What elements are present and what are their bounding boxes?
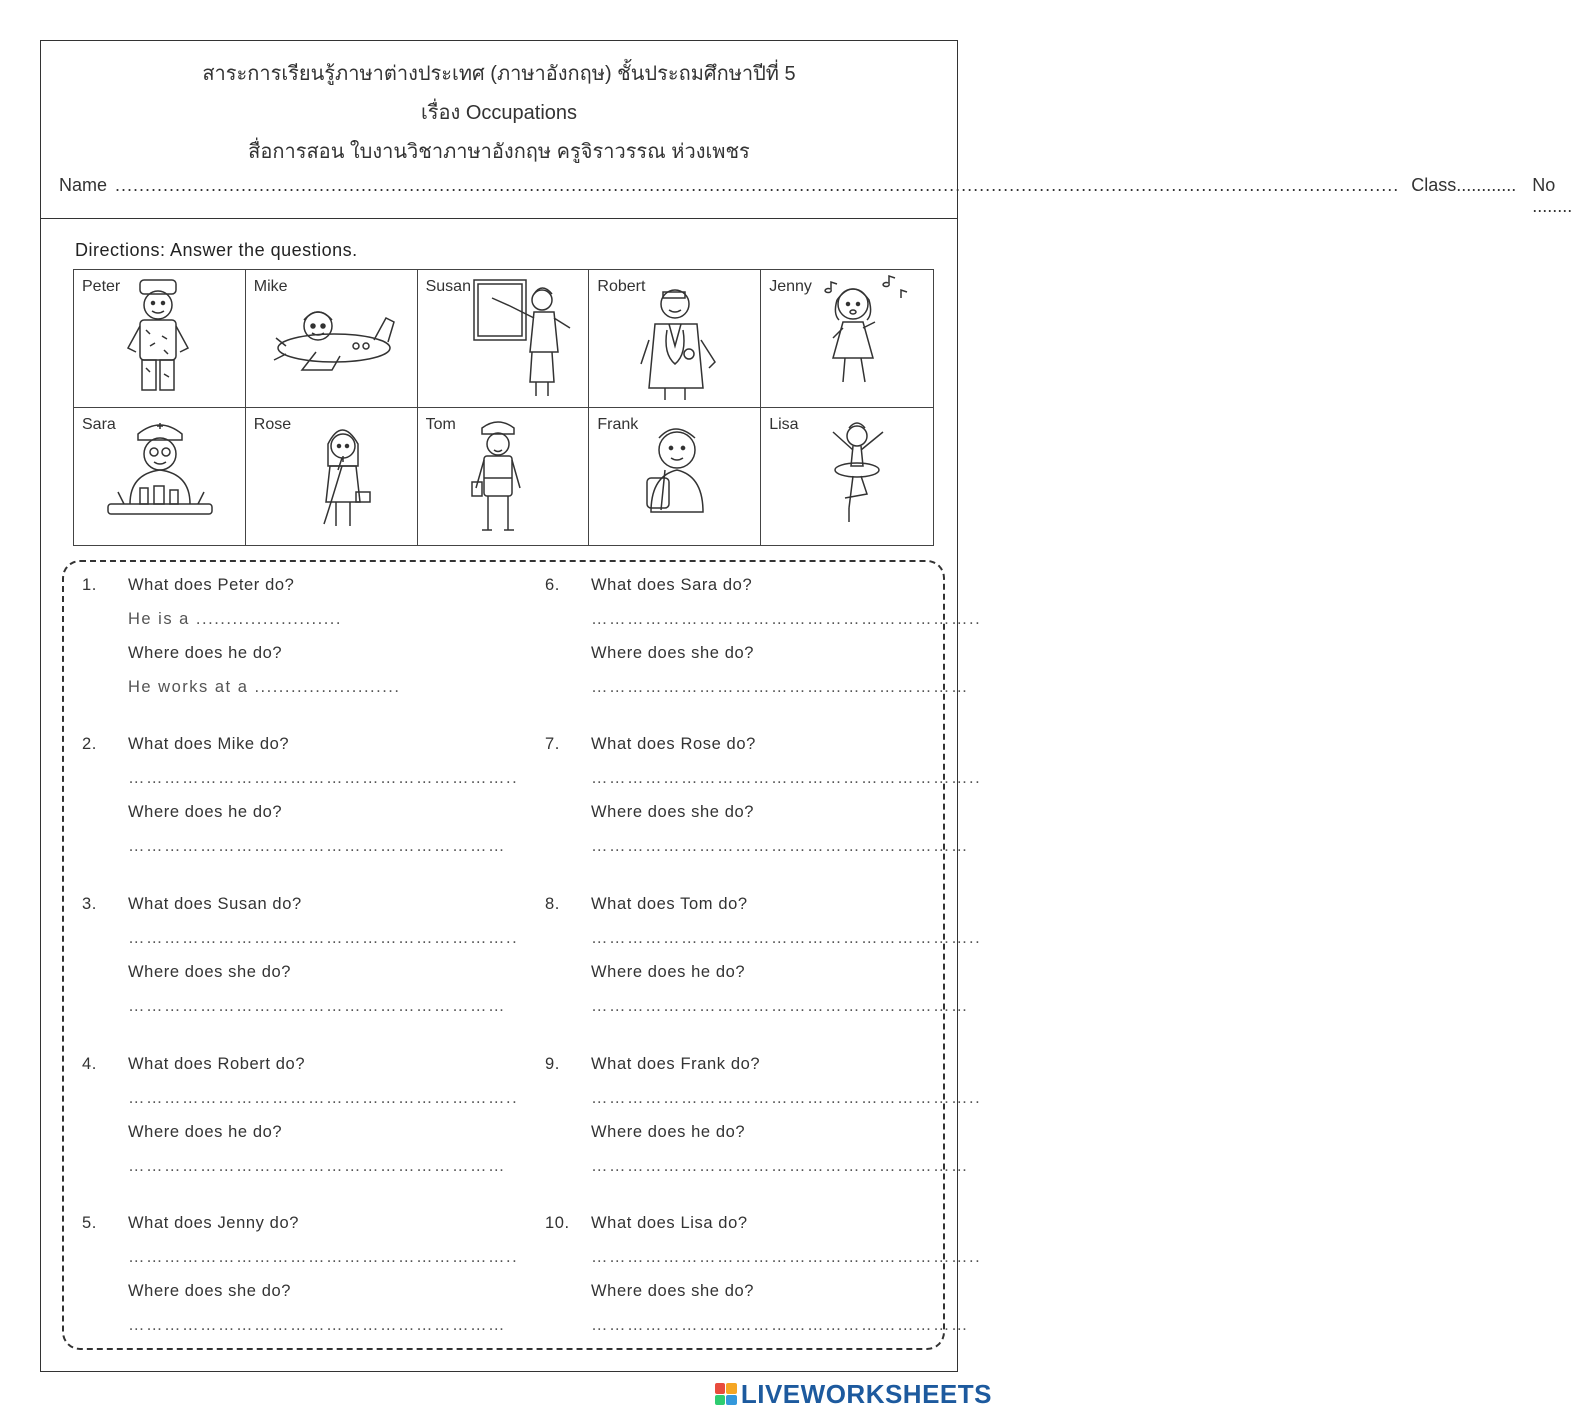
brand-name: LIVEWORKSHEETS (740, 1378, 992, 1409)
question-text: What does Robert do? (128, 1055, 306, 1073)
answer-field[interactable]: He works at a ........................ (128, 678, 401, 696)
answer-field[interactable]: ……………………………………………………… (591, 1157, 969, 1175)
answer-field[interactable]: ……………………………………………………… (128, 837, 506, 855)
question-text: Where does he do? (128, 1123, 283, 1141)
teacher-illustration (418, 270, 590, 408)
person-card (246, 270, 418, 408)
question-number: 6. (545, 576, 560, 594)
question-text: Where does he do? (128, 803, 283, 821)
question-number: 4. (82, 1055, 97, 1073)
occupation-picture-grid (73, 269, 934, 546)
brand-mark-icon (715, 1383, 737, 1405)
answer-field[interactable]: ……………………………………………………….. (128, 1089, 519, 1107)
student-info-row (59, 175, 1572, 217)
answer-field[interactable]: ……………………………………………………….. (591, 769, 982, 787)
answer-field[interactable]: He is a ........................ (128, 610, 342, 628)
question-text: What does Sara do? (591, 576, 753, 594)
worksheet-header (41, 41, 1572, 219)
question-text: Where does she do? (591, 803, 755, 821)
question-text: Where does she do? (591, 644, 755, 662)
question-text: What does Peter do? (128, 576, 295, 594)
question-text: Where does she do? (128, 1282, 292, 1300)
answer-field[interactable]: ……………………………………………………….. (128, 769, 519, 787)
directions-text: Directions: Answer the questions. (75, 240, 358, 260)
question-text: What does Mike do? (128, 735, 290, 753)
question-text: What does Lisa do? (591, 1214, 748, 1232)
answer-field[interactable]: ……………………………………………………… (591, 997, 969, 1015)
person-name: Jenny (769, 278, 812, 295)
question-text: Where does he do? (128, 644, 283, 662)
question-number: 2. (82, 735, 97, 753)
answer-field[interactable]: ……………………………………………………….. (128, 929, 519, 947)
ballet-dancer-illustration (761, 408, 933, 546)
question-text: Where does he do? (591, 1123, 746, 1141)
question-number: 7. (545, 735, 560, 753)
question-text: What does Susan do? (128, 895, 302, 913)
person-card (418, 408, 590, 546)
answer-field[interactable]: ……………………………………………………….. (591, 929, 982, 947)
singer-illustration (761, 270, 933, 408)
name-field[interactable]: ...................................................................................................................................................................................................................... (115, 175, 1400, 195)
answer-field[interactable]: ……………………………………………………… (591, 678, 969, 696)
person-name: Robert (597, 278, 646, 295)
answer-field[interactable]: ……………………………………………………….. (128, 1248, 519, 1266)
person-name: Rose (253, 415, 292, 433)
nurse-illustration (74, 408, 246, 546)
answer-field[interactable]: ……………………………………………………… (128, 997, 506, 1015)
police-officer-illustration (418, 408, 590, 546)
reporter-illustration (246, 408, 418, 546)
person-card (761, 270, 933, 408)
question-number: 10. (545, 1214, 570, 1232)
person-name: Sara (82, 415, 116, 433)
person-card (74, 270, 246, 408)
teacher-line: สื่อการสอน ใบงานวิชาภาษาอังกฤษ ครูจิราวรรณ ห่วงเพชร (248, 141, 750, 163)
doctor-illustration (589, 270, 761, 408)
person-card (589, 408, 761, 546)
question-text: What does Frank do? (591, 1055, 761, 1073)
question-text: Where does she do? (591, 1282, 755, 1300)
question-number: 3. (82, 895, 97, 913)
person-card (589, 270, 761, 408)
person-card (74, 408, 246, 546)
person-name: Peter (82, 278, 121, 295)
question-text: What does Tom do? (591, 895, 748, 913)
answer-field[interactable]: ……………………………………………………….. (591, 1089, 982, 1107)
person-name: Lisa (769, 415, 799, 433)
question-text: Where does she do? (128, 963, 292, 981)
question-number: 1. (82, 576, 97, 594)
pilot-airplane-illustration (246, 270, 418, 408)
person-name: Mike (253, 278, 288, 295)
number-field[interactable]: No ........ (1532, 175, 1572, 216)
answer-field[interactable]: ……………………………………………………….. (591, 610, 982, 628)
answer-field[interactable]: ……………………………………………………… (591, 1316, 969, 1334)
person-name: Frank (597, 415, 639, 433)
class-field[interactable]: Class............ (1411, 175, 1517, 195)
topic-line: เรื่อง Occupations (420, 102, 578, 124)
question-number: 9. (545, 1055, 560, 1073)
subject-line: สาระการเรียนรู้ภาษาต่างประเทศ (ภาษาอังกฤษ) ชั้นประถมศึกษาปีที่ 5 (202, 63, 796, 85)
answer-field[interactable]: ……………………………………………………….. (591, 1248, 982, 1266)
question-text: Where does he do? (591, 963, 746, 981)
answer-field[interactable]: ……………………………………………………… (591, 837, 969, 855)
answer-field[interactable]: ……………………………………………………… (128, 1157, 506, 1175)
soldier-illustration (74, 270, 246, 408)
student-illustration (589, 408, 761, 546)
question-number: 5. (82, 1214, 97, 1232)
answer-field[interactable]: ……………………………………………………… (128, 1316, 506, 1334)
person-name: Tom (425, 415, 456, 433)
name-label: Name (59, 175, 108, 195)
person-name: Susan (425, 278, 471, 295)
question-text: What does Jenny do? (128, 1214, 300, 1232)
person-card (418, 270, 590, 408)
question-text: What does Rose do? (591, 735, 756, 753)
question-number: 8. (545, 895, 560, 913)
liveworksheets-logo (715, 1378, 992, 1410)
person-card (761, 408, 933, 546)
person-card (246, 408, 418, 546)
